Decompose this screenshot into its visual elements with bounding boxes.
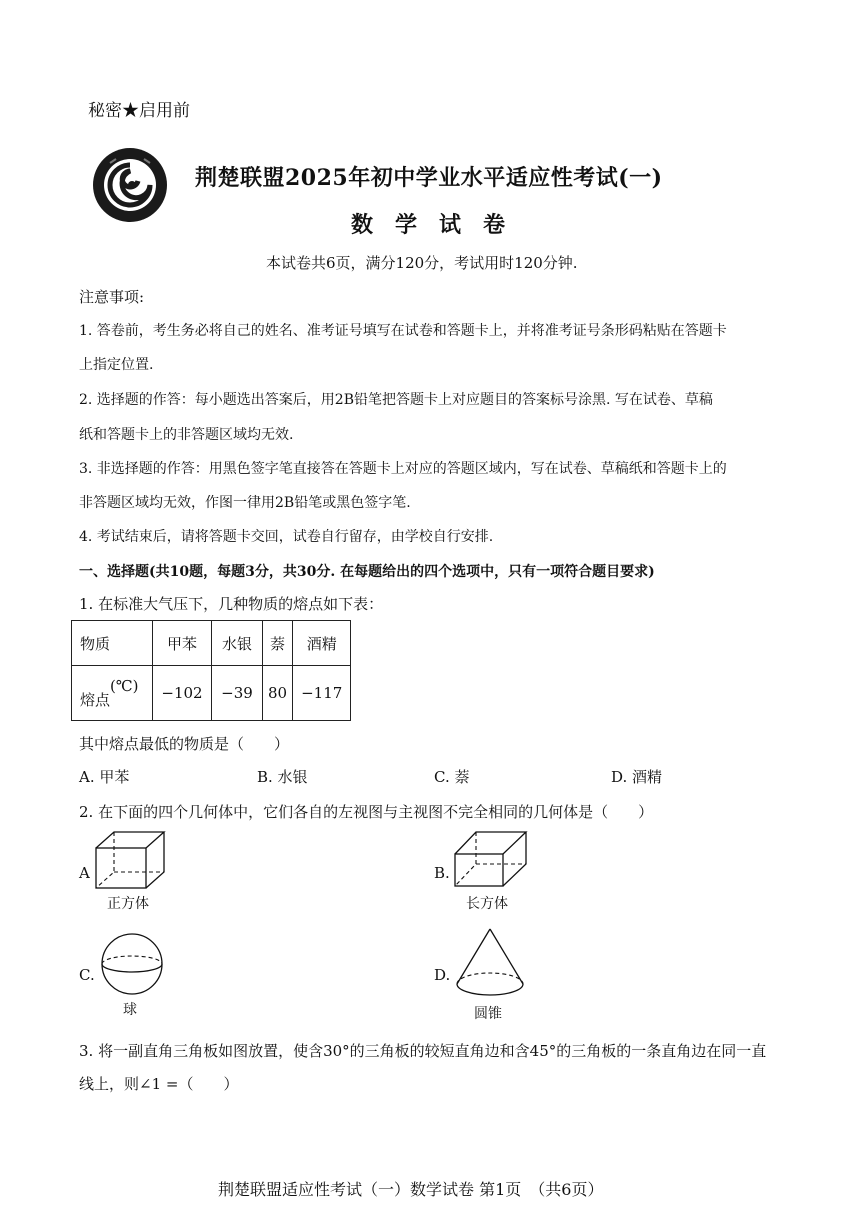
cone-icon [452, 926, 528, 1002]
note-3-line-1: 3. 非选择题的作答：用黑色签字笔直接答在答题卡上对应的答题区域内，写在试卷、草稿纸和答题卡上的 [79, 461, 727, 477]
q3-line-2: 线上，则∠1 =（ ） [79, 1075, 239, 1093]
q1-option-b: B. 水银 [257, 768, 308, 786]
q1-option-c: C. 萘 [434, 768, 470, 786]
note-1-line-2: 上指定位置. [79, 357, 154, 373]
sphere-icon [96, 932, 168, 996]
q2-label-a: A [79, 864, 90, 882]
table-header-cell: 水银 [212, 621, 263, 666]
q2-stem: 2. 在下面的四个几何体中，它们各自的左视图与主视图不完全相同的几何体是（ ） [79, 803, 654, 821]
q2-caption-cone: 圆锥 [474, 1006, 502, 1022]
section-1-heading: 一、选择题(共10题，每题3分，共30分. 在每题给出的四个选项中，只有一项符合题目要求) [79, 564, 655, 580]
confidential-mark: 秘密★启用前 [88, 101, 190, 121]
q1-option-a: A. 甲苯 [79, 768, 130, 786]
q3-line-1: 3. 将一副直角三角板如图放置，使含30°的三角板的较短直角边和含45°的三角板的一条直角边在同一直 [79, 1042, 767, 1060]
note-2-line-1: 2. 选择题的作答：每小题选出答案后，用2B铅笔把答题卡上对应题目的答案标号涂黑. 写在试卷、草稿 [79, 392, 713, 408]
table-row [72, 666, 351, 721]
q2-caption-cube: 正方体 [107, 896, 149, 912]
note-4: 4. 考试结束后，请将答题卡交回，试卷自行留存，由学校自行安排. [79, 529, 494, 545]
exam-subtitle: 数学试卷 [351, 212, 528, 238]
table-header-cell: 甲苯 [153, 621, 212, 666]
q2-caption-sphere: 球 [123, 1002, 137, 1018]
cube-icon [90, 828, 170, 892]
table-cell: −39 [212, 666, 263, 721]
unit-label: (℃) [110, 676, 139, 695]
q2-label-c: C. [79, 966, 95, 984]
note-3-line-2: 非答题区域均无效，作图一律用2B铅笔或黑色签字笔. [79, 495, 411, 511]
table-cell: 80 [263, 666, 293, 721]
table-cell: −102 [153, 666, 212, 721]
exam-info: 本试卷共6页，满分120分，考试用时120分钟. [266, 254, 578, 272]
table-header-cell: 物质 [72, 621, 153, 666]
page-footer: 荆楚联盟适应性考试（一）数学试卷 第1页 （共6页） [218, 1180, 604, 1199]
notes-heading: 注意事项: [79, 288, 145, 306]
q1-stem: 1. 在标准大气压下，几种物质的熔点如下表： [79, 595, 384, 613]
q2-caption-cuboid: 长方体 [466, 896, 508, 912]
table-header-row [72, 621, 351, 666]
melting-point-label: 熔点 [80, 690, 111, 709]
table-header-cell: 酒精 [293, 621, 351, 666]
cuboid-icon [450, 828, 530, 892]
q1-option-d: D. 酒精 [611, 768, 663, 786]
note-1-line-1: 1. 答卷前，考生务必将自己的姓名、准考证号填写在试卷和答题卡上，并将准考证号条形码粘贴在答题卡 [79, 323, 727, 339]
q1-question: 其中熔点最低的物质是（ ） [79, 735, 290, 753]
note-2-line-2: 纸和答题卡上的非答题区域均无效. [79, 427, 294, 443]
table-header-cell: 萘 [263, 621, 293, 666]
table-row-label [72, 666, 153, 721]
q2-label-b: B. [434, 864, 450, 882]
exam-logo-icon [92, 147, 168, 223]
melting-point-table [71, 620, 351, 721]
table-cell: −117 [293, 666, 351, 721]
q2-label-d: D. [434, 966, 451, 984]
exam-title: 荆楚联盟2025年初中学业水平适应性考试(一) [195, 165, 663, 191]
